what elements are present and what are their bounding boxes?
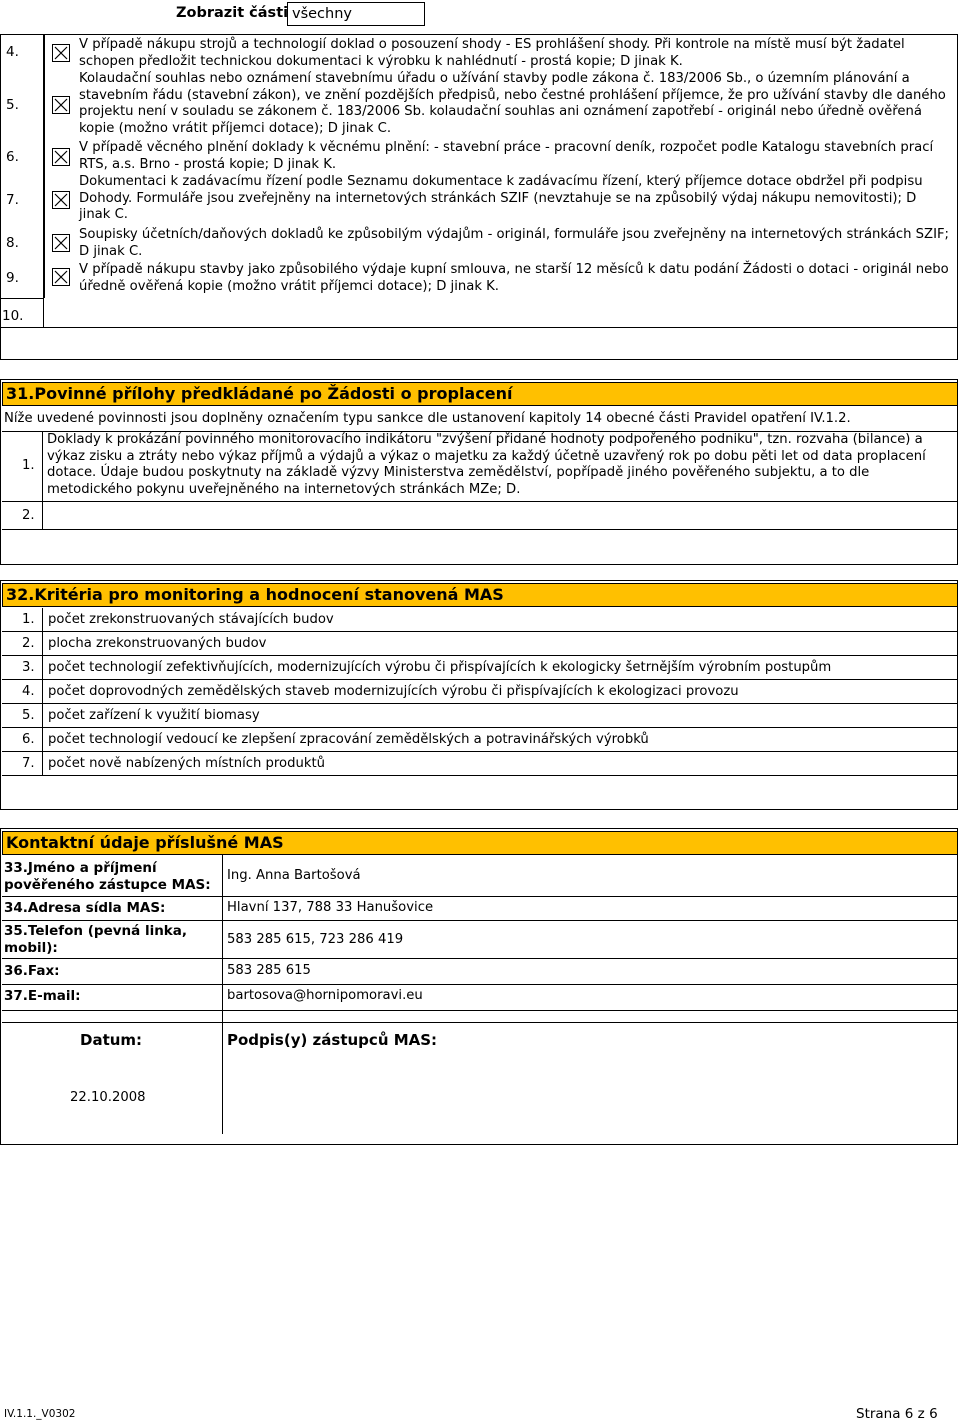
section-31-note: Níže uvedené povinnosti jsou doplněny označením typu sankce dle ustanovení kapitoly 14 obecné části Pravidel opatření IV.1.2. [4, 411, 851, 426]
criteria-text: počet doprovodných zemědělských staveb modernizujících výrobu či přispívajících k ekologizaci provozu [48, 684, 739, 699]
item-number: 4. [6, 44, 19, 60]
view-parts-label: Zobrazit části [176, 5, 289, 21]
criteria-text: počet zařízení k využití biomasy [48, 708, 260, 723]
item-number: 3. [22, 660, 35, 675]
checkbox-checked-icon[interactable] [52, 191, 70, 209]
section-31-header [2, 382, 958, 406]
attachment-item-text: V případě nákupu stavby jako způsobilého výdaje kupní smlouva, ne starší 12 měsíců k datu podání Žádosti o dotaci - originál nebo úředně ověřená kopie (možno vrátit příjemci dotace); D jinak K. [79, 262, 949, 294]
address-value: Hlavní 137, 788 33 Hanušovice [227, 900, 434, 915]
divider [2, 1010, 958, 1011]
criteria-text: počet technologií zefektivňujících, modernizujících výrobu či přispívajících k ekologicky šetrnějším výrobním postupům [48, 660, 832, 675]
divider [2, 529, 958, 530]
item-number: 2. [22, 636, 35, 651]
fax-label: 36.Fax: [4, 963, 60, 979]
section-31-item-text: Doklady k prokázání povinného monitorovacího indikátoru "zvýšení přidané hodnoty podpořeného podniku", tzn. rozvaha (bilance) a výkaz zisku a ztráty nebo výkaz příjmů a výdajů a výkaz o majetku za každý účetně uzavřený rok po dobu pěti let od data proplacení dotace. Údaje budou poskytnuty na základě výzvy Ministerstva zemědělství, popřípadě jiného pověřeného subjektu, a to dle metodického pokynu uveřejněného na internetových stránkách MZe; D. [47, 432, 926, 497]
criteria-row [2, 680, 958, 704]
name-label-line-1: 33.Jméno a příjmení [4, 860, 157, 876]
criteria-text: plocha zrekonstruovaných budov [48, 636, 267, 651]
attachment-item-text: V případě nákupu strojů a technologií doklad o posouzení shody - ES prohlášení shody. Při kontrole na místě musí být žadatel schopen předložit technickou dokumentaci k výrobku k nahlédnutí - prostá kopie; D jinak K. [79, 37, 905, 69]
item-number: 7. [22, 756, 35, 771]
attachment-item-text: Soupisky účetních/daňových dokladů ke způsobilým výdajům - originál, formuláře jsou zveřejněny na internetových stránkách SZIF; D jinak C. [79, 227, 949, 259]
item-number: 6. [22, 732, 35, 747]
view-parts-select[interactable]: všechny [287, 2, 425, 26]
attachment-item-text: Dokumentaci k zadávacímu řízení podle Seznamu dokumentace k zadávacímu řízení, který příjemce dotace obdržel při podpisu Dohody. Formuláře jsou zveřejněny na internetových stránkách SZIF (nevztahuje se na způsobilý výdaj nákupu nemovitosti); D jinak C. [79, 174, 923, 222]
item-number: 6. [6, 149, 19, 165]
item-number: 2. [22, 508, 35, 523]
criteria-row [2, 752, 958, 776]
divider [42, 431, 43, 529]
attachments-empty-row [0, 328, 958, 360]
criteria-row [2, 608, 958, 632]
checkbox-checked-icon[interactable] [52, 96, 70, 114]
item-number: 10. [2, 308, 24, 324]
section-title: Kritéria pro monitoring a hodnocení stanovená MAS [34, 585, 504, 604]
email-label: 37.E-mail: [4, 988, 81, 1004]
item-number: 1. [22, 612, 35, 627]
phone-label-line-1: 35.Telefon (pevná linka, [4, 923, 188, 939]
divider [0, 298, 44, 299]
criteria-row [2, 704, 958, 728]
phone-label-line-2: mobil): [4, 940, 58, 956]
section-title: Povinné přílohy předkládané po Žádosti o proplacení [34, 384, 513, 403]
name-value: Ing. Anna Bartošová [227, 868, 361, 883]
item-number: 1. [22, 458, 35, 473]
item-number: 5. [6, 97, 19, 113]
contact-header: Kontaktní údaje příslušné MAS [2, 831, 958, 855]
criteria-text: počet technologií vedoucí ke zlepšení zpracování zemědělských a potravinářských výrobků [48, 732, 649, 747]
criteria-text: počet zrekonstruovaných stávajících budov [48, 612, 334, 627]
item-number: 7. [6, 192, 19, 208]
item-number: 9. [6, 270, 19, 286]
divider [2, 1022, 958, 1023]
divider [2, 958, 958, 959]
page-number: Strana 6 z 6 [856, 1406, 938, 1421]
email-value[interactable]: bartosova@hornipomoravi.eu [227, 988, 423, 1003]
date-value: 22.10.2008 [70, 1090, 146, 1105]
fax-value: 583 285 615 [227, 963, 311, 978]
date-label: Datum: [80, 1031, 143, 1049]
checkbox-checked-icon[interactable] [52, 148, 70, 166]
criteria-text: počet nově nabízených místních produktů [48, 756, 326, 771]
attachment-item-text: Kolaudační souhlas nebo oznámení stavebnímu úřadu o užívání stavby podle zákona č. 183/2006 Sb., o územním plánování a stavebním řádu (stavební zákon), ve znění pozdějších předpisů, nebo čestné prohlášení příjemce, že pro užívání stavby dle daného projektu není v souladu se zákonem č. 183/2006 Sb. kolaudační souhlas ani oznámení zapotřebí - originál nebo úředně ověřená kopie (možno vrátit příjemci dotace); D jinak C. [79, 71, 946, 136]
document-code: IV.1.1._V0302 [4, 1408, 76, 1420]
criteria-row [2, 656, 958, 680]
divider [2, 920, 958, 921]
phone-value: 583 285 615, 723 286 419 [227, 932, 404, 947]
section-number: 32. [6, 585, 35, 604]
divider [2, 896, 958, 897]
item-number: 4. [22, 684, 35, 699]
address-label: 34.Adresa sídla MAS: [4, 900, 166, 916]
checkbox-checked-icon[interactable] [52, 234, 70, 252]
name-label-line-2: pověřeného zástupce MAS: [4, 877, 211, 893]
checkbox-checked-icon[interactable] [52, 268, 70, 286]
divider [2, 984, 958, 985]
item-number: 8. [6, 235, 19, 251]
checkbox-checked-icon[interactable] [52, 44, 70, 62]
attachment-item-text: V případě věcného plnění doklady k věcnému plnění: - stavební práce - pracovní deník, rozpočet podle Katalogu stavebních prací RTS, a.s. Brno - prostá kopie; D jinak K. [79, 140, 934, 172]
item-number: 5. [22, 708, 35, 723]
section-32-header [2, 583, 958, 607]
criteria-row [2, 728, 958, 752]
criteria-row [2, 632, 958, 656]
section-number: 31. [6, 384, 35, 403]
signature-label: Podpis(y) zástupců MAS: [227, 1031, 438, 1049]
